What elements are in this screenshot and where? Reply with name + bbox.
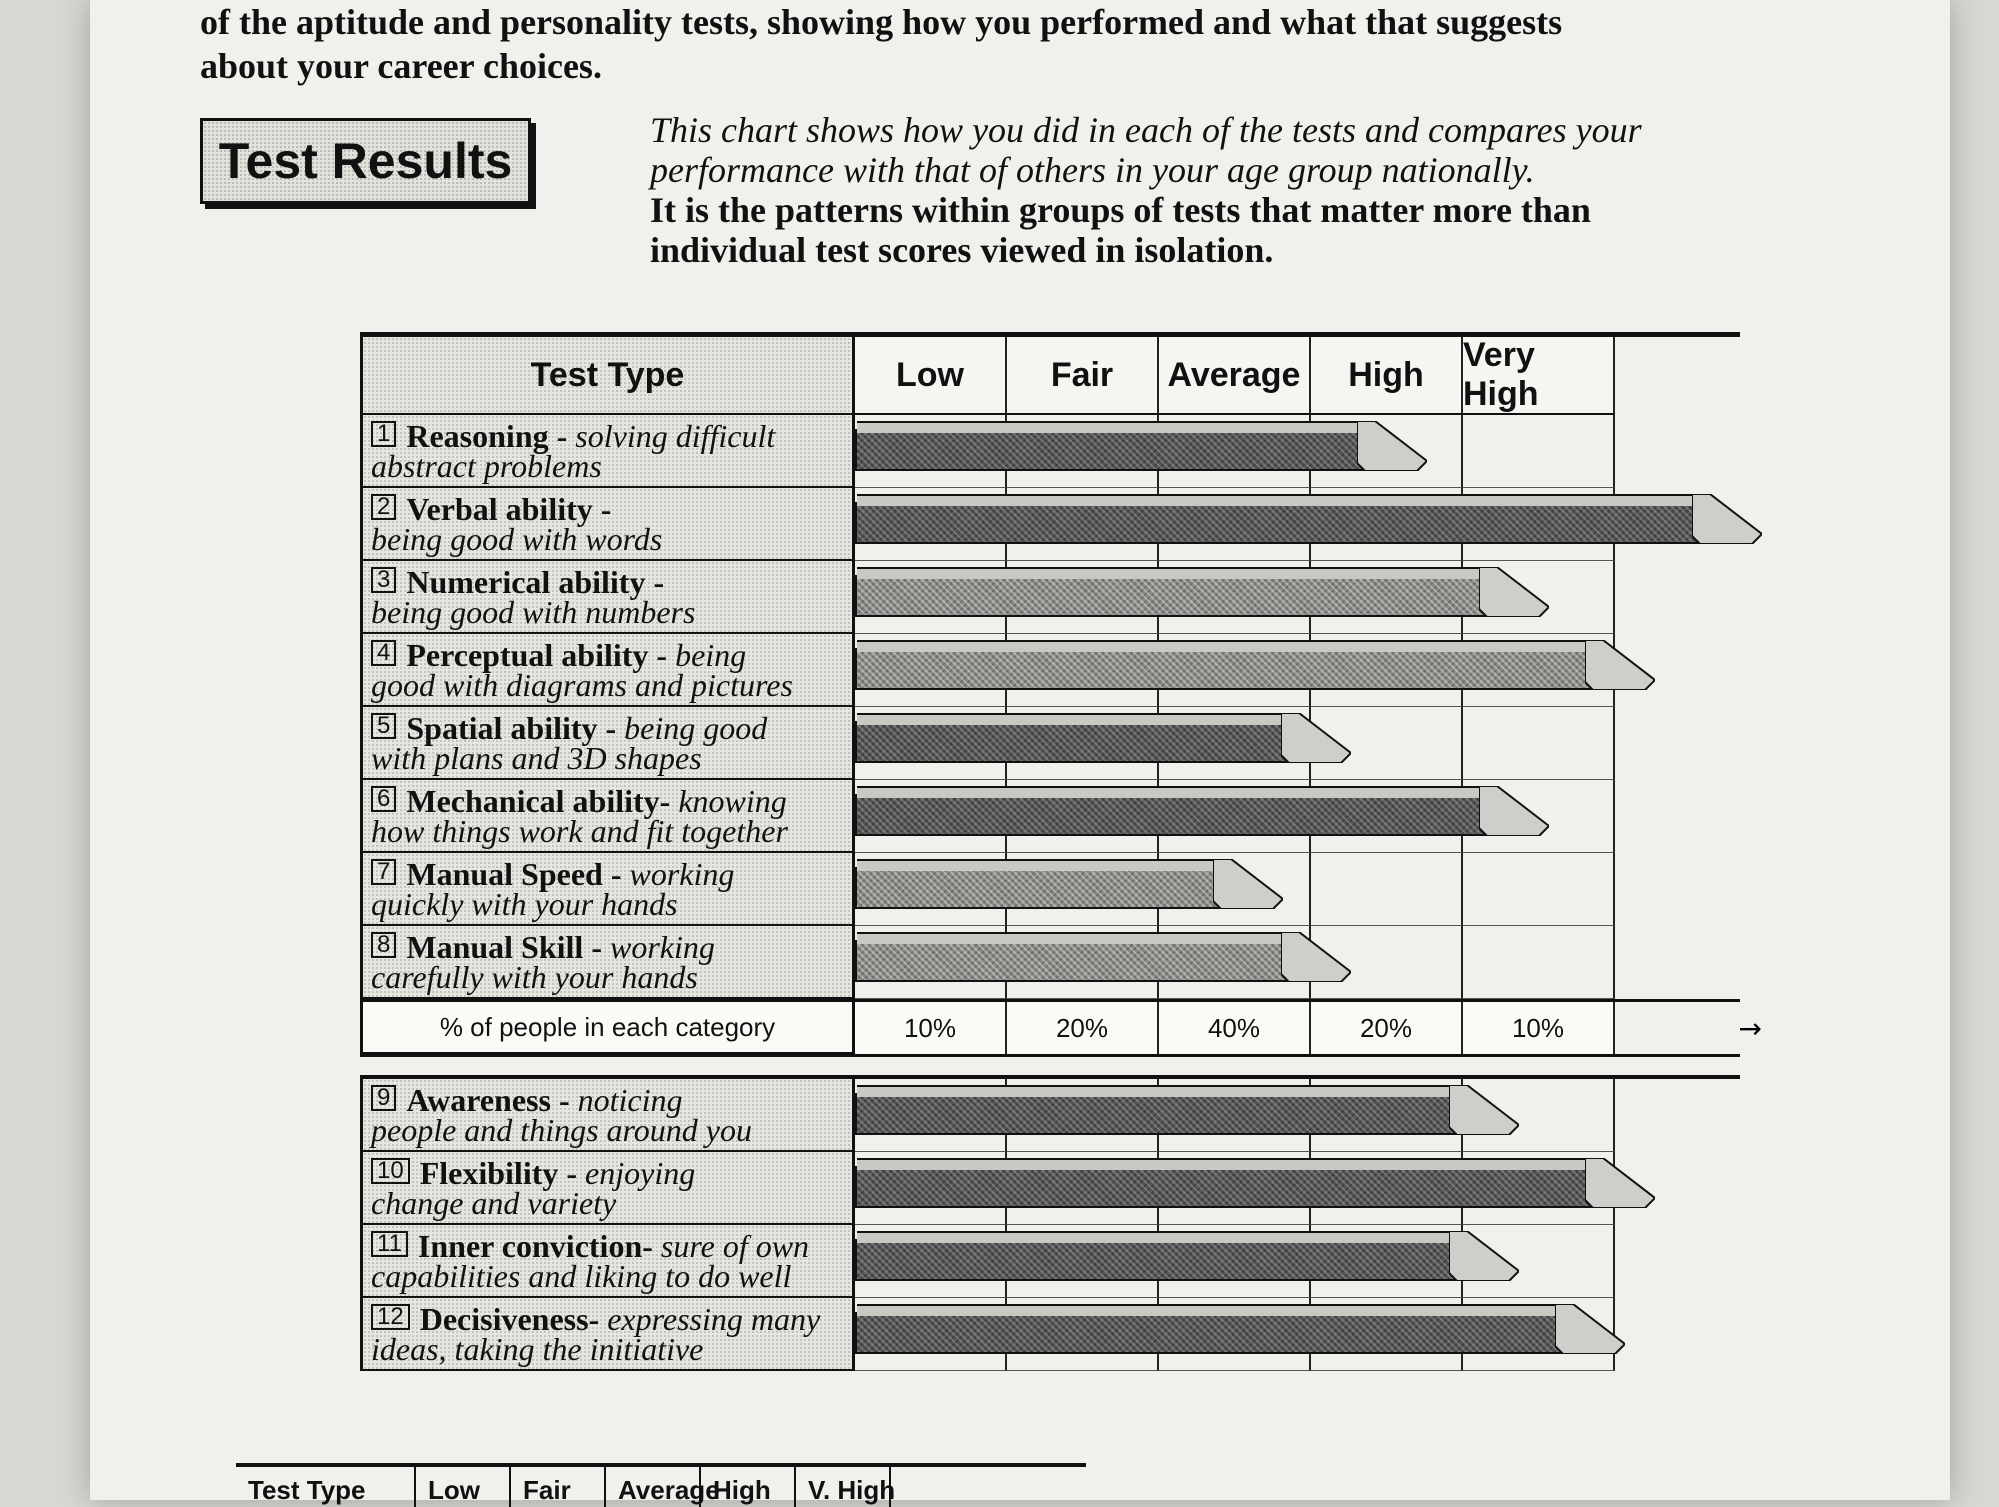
test-number: 5 <box>371 713 396 739</box>
test-name: Reasoning - <box>406 418 576 454</box>
test-row-10 <box>360 1152 1740 1225</box>
test-number: 1 <box>371 421 396 447</box>
test-name: Mechanical ability- <box>406 783 679 819</box>
score-bar <box>855 1166 1595 1208</box>
test-desc-1: noticing <box>577 1082 683 1118</box>
test-name: Numerical ability - <box>406 564 665 600</box>
test-name: Decisiveness- <box>419 1301 608 1337</box>
pct-value: 20% <box>1007 1002 1159 1054</box>
test-number: 9 <box>371 1085 396 1111</box>
desc-line-4: individual test scores viewed in isolation. <box>650 230 1274 270</box>
score-arrow-tip <box>1281 932 1351 982</box>
test-desc-2: people and things around you <box>371 1112 752 1148</box>
pct-arrow-icon: → <box>1738 1012 1762 1045</box>
test-name: Manual Skill - <box>406 929 610 965</box>
test-row-2 <box>360 488 1740 561</box>
pct-value: 10% <box>855 1002 1007 1054</box>
test-row-3 <box>360 561 1740 634</box>
test-number: 6 <box>371 786 396 812</box>
test-number: 8 <box>371 932 396 958</box>
test-name: Flexibility - <box>419 1155 586 1191</box>
test-name: Verbal ability - <box>406 491 612 527</box>
test-label <box>360 1152 855 1225</box>
score-bar <box>855 1312 1565 1354</box>
score-bar <box>855 648 1595 690</box>
table-header-row <box>360 337 1740 415</box>
score-arrow-tip <box>1449 1231 1519 1281</box>
test-label <box>360 1298 855 1371</box>
test-desc-1: knowing <box>678 783 787 819</box>
next-page-table-header <box>236 1463 1086 1507</box>
test-row-12 <box>360 1298 1740 1371</box>
score-bar <box>855 794 1489 836</box>
test-number: 3 <box>371 567 396 593</box>
test-desc-2: being good with words <box>371 521 663 557</box>
test-desc-2: carefully with your hands <box>371 959 698 995</box>
header-test-type: Test Type <box>360 337 855 415</box>
test-row-1 <box>360 415 1740 488</box>
pct-label: % of people in each category <box>360 1002 855 1054</box>
test-name: Perceptual ability - <box>406 637 676 673</box>
test-label <box>360 853 855 926</box>
intro-line-1: of the aptitude and personality tests, showing how you performed and what that suggests <box>200 2 1563 42</box>
next-table-col: Fair <box>511 1467 606 1507</box>
test-desc-1: solving difficult <box>575 418 776 454</box>
desc-line-1: This chart shows how you did in each of the tests and compares your <box>650 110 1642 150</box>
pct-value: 40% <box>1159 1002 1311 1054</box>
section-title: Test Results <box>218 133 513 189</box>
pct-values <box>855 1002 1740 1054</box>
aptitude-rows <box>360 415 1740 999</box>
test-row-4 <box>360 634 1740 707</box>
test-number: 10 <box>371 1158 410 1184</box>
test-row-11 <box>360 1225 1740 1298</box>
test-desc-1: being <box>675 637 747 673</box>
test-number: 7 <box>371 859 396 885</box>
test-row-9 <box>360 1079 1740 1152</box>
test-label <box>360 415 855 488</box>
score-arrow-tip <box>1692 494 1762 544</box>
next-table-col: Test Type <box>236 1467 416 1507</box>
pct-value: 20% <box>1311 1002 1463 1054</box>
score-arrow-tip <box>1357 421 1427 471</box>
section-title-box <box>200 118 531 204</box>
score-arrow-tip <box>1479 786 1549 836</box>
test-row-6 <box>360 780 1740 853</box>
test-label <box>360 561 855 634</box>
score-bar <box>855 1093 1459 1135</box>
test-desc-2: ideas, taking the initiative <box>371 1331 704 1367</box>
test-desc-2: how things work and fit together <box>371 813 788 849</box>
test-desc-2: capabilities and liking to do well <box>371 1258 792 1294</box>
test-label <box>360 488 855 561</box>
score-arrow-tip <box>1479 567 1549 617</box>
score-arrow-tip <box>1281 713 1351 763</box>
score-bar <box>855 1239 1459 1281</box>
pct-row <box>360 999 1762 1057</box>
category-header-very-high: Very High <box>1463 337 1615 415</box>
score-arrow-tip <box>1585 640 1655 690</box>
test-desc-1: sure of own <box>660 1228 810 1264</box>
test-label <box>360 1225 855 1298</box>
category-header-high: High <box>1311 337 1463 415</box>
intro-paragraph <box>200 0 1860 88</box>
score-bar <box>855 429 1367 471</box>
test-row-8 <box>360 926 1740 999</box>
score-arrow-tip <box>1555 1304 1625 1354</box>
score-bar <box>855 721 1291 763</box>
category-header-average: Average <box>1159 337 1311 415</box>
test-row-7 <box>360 853 1740 926</box>
score-arrow-tip <box>1449 1085 1519 1135</box>
test-number: 4 <box>371 640 396 666</box>
test-desc-2: abstract problems <box>371 448 602 484</box>
score-arrow-tip <box>1585 1158 1655 1208</box>
score-arrow-tip <box>1213 859 1283 909</box>
test-desc-1: expressing many <box>607 1301 821 1337</box>
score-bar <box>855 502 1702 544</box>
book-page <box>90 0 1950 1505</box>
test-desc-2: change and variety <box>371 1185 617 1221</box>
test-number: 2 <box>371 494 396 520</box>
test-name: Awareness - <box>406 1082 578 1118</box>
score-bar <box>855 940 1291 982</box>
test-desc-1: working <box>609 929 715 965</box>
next-table-col: Low <box>416 1467 511 1507</box>
test-label <box>360 634 855 707</box>
next-table-col: High <box>701 1467 796 1507</box>
next-table-col: V. High <box>796 1467 891 1507</box>
results-table <box>360 332 1762 1371</box>
pct-value: 10% <box>1463 1002 1615 1054</box>
next-table-col: Average <box>606 1467 701 1507</box>
test-name: Spatial ability - <box>406 710 625 746</box>
test-desc-1: working <box>629 856 735 892</box>
desc-line-2: performance with that of others in your age group nationally. <box>650 150 1535 190</box>
chart-description <box>650 110 1850 270</box>
score-bar <box>855 575 1489 617</box>
category-header-fair: Fair <box>1007 337 1159 415</box>
test-desc-2: being good with numbers <box>371 594 696 630</box>
test-label <box>360 1079 855 1152</box>
test-desc-2: quickly with your hands <box>371 886 678 922</box>
score-bar <box>855 867 1223 909</box>
desc-line-3: It is the patterns within groups of tests that matter more than <box>650 190 1591 230</box>
test-label <box>360 780 855 853</box>
test-row-5 <box>360 707 1740 780</box>
test-label <box>360 926 855 999</box>
intro-line-2: about your career choices. <box>200 46 602 86</box>
test-number: 11 <box>371 1231 408 1257</box>
category-header-low: Low <box>855 337 1007 415</box>
test-number: 12 <box>371 1304 410 1330</box>
test-name: Inner conviction- <box>417 1228 661 1264</box>
test-desc-1: enjoying <box>585 1155 696 1191</box>
test-desc-2: with plans and 3D shapes <box>371 740 702 776</box>
test-desc-1: being good <box>624 710 768 746</box>
test-label <box>360 707 855 780</box>
personality-rows <box>360 1075 1740 1371</box>
test-name: Manual Speed - <box>406 856 630 892</box>
header-categories <box>855 337 1740 415</box>
test-desc-2: good with diagrams and pictures <box>371 667 793 703</box>
